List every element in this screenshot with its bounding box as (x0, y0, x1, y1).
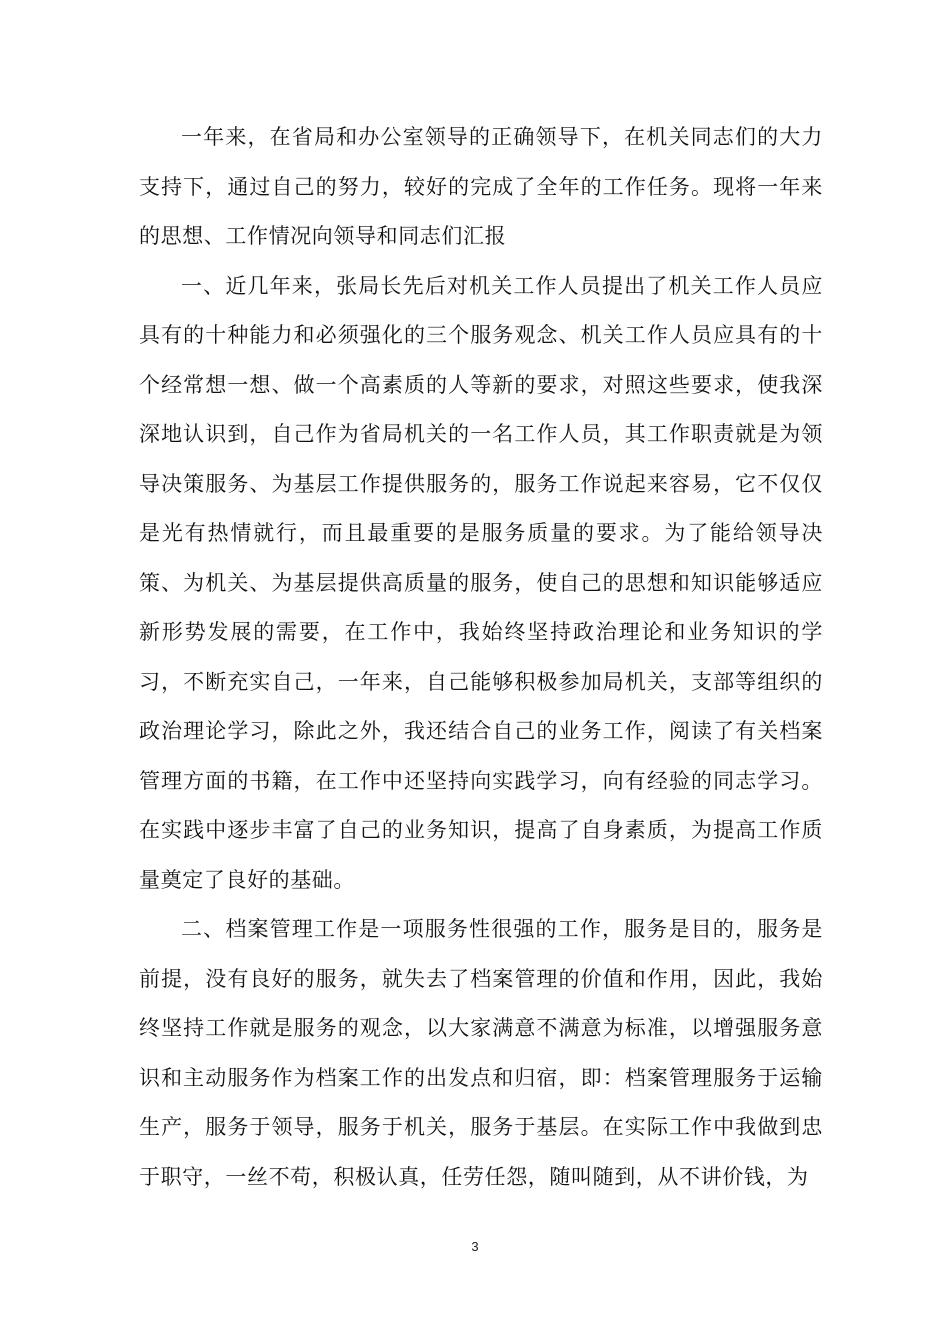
paragraph-section-one: 一、近几年来，张局长先后对机关工作人员提出了机关工作人员应具有的十种能力和必须强化的三个服务观念、机关工作人员应具有的十个经常想一想、做一个高素质的人等新的要求，对照这些要求，使我深深地认识到，自己作为省局机关的一名工作人员，其工作职责就是为领导决策服务、为基层工作提供服务的，服务工作说起来容易，它不仅仅是光有热情就行，而且最重要的是服务质量的要求。为了能给领导决策、为机关、为基层提供高质量的服务，使自己的思想和知识能够适应新形势发展的需要，在工作中，我始终坚持政治理论和业务知识的学习，不断充实自己，一年来，自己能够积极参加局机关，支部等组织的政治理论学习，除此之外，我还结合自己的业务工作，阅读了有关档案管理方面的书籍，在工作中还坚持向实践学习，向有经验的同志学习。在实践中逐步丰富了自己的业务知识，提高了自身素质，为提高工作质量奠定了良好的基础。 (139, 273, 823, 892)
paragraph-intro: 一年来，在省局和办公室领导的正确领导下，在机关同志们的大力支持下，通过自己的努力，较好的完成了全年的工作任务。现将一年来的思想、工作情况向领导和同志们汇报 (139, 125, 823, 248)
page-number: 3 (471, 1239, 479, 1254)
paragraph-section-two: 二、档案管理工作是一项服务性很强的工作，服务是目的，服务是前提，没有良好的服务，就失去了档案管理的价值和作用，因此，我始终坚持工作就是服务的观念，以大家满意不满意为标准，以增强服务意识和主动服务作为档案工作的出发点和归宿，即：档案管理服务于运输生产，服务于领导，服务于机关，服务于基层。在实际工作中我做到忠于职守，一丝不苟，积极认真，任劳任怨，随叫随到，从不讲价钱，为 (139, 917, 823, 1189)
document-body (139, 113, 823, 1202)
